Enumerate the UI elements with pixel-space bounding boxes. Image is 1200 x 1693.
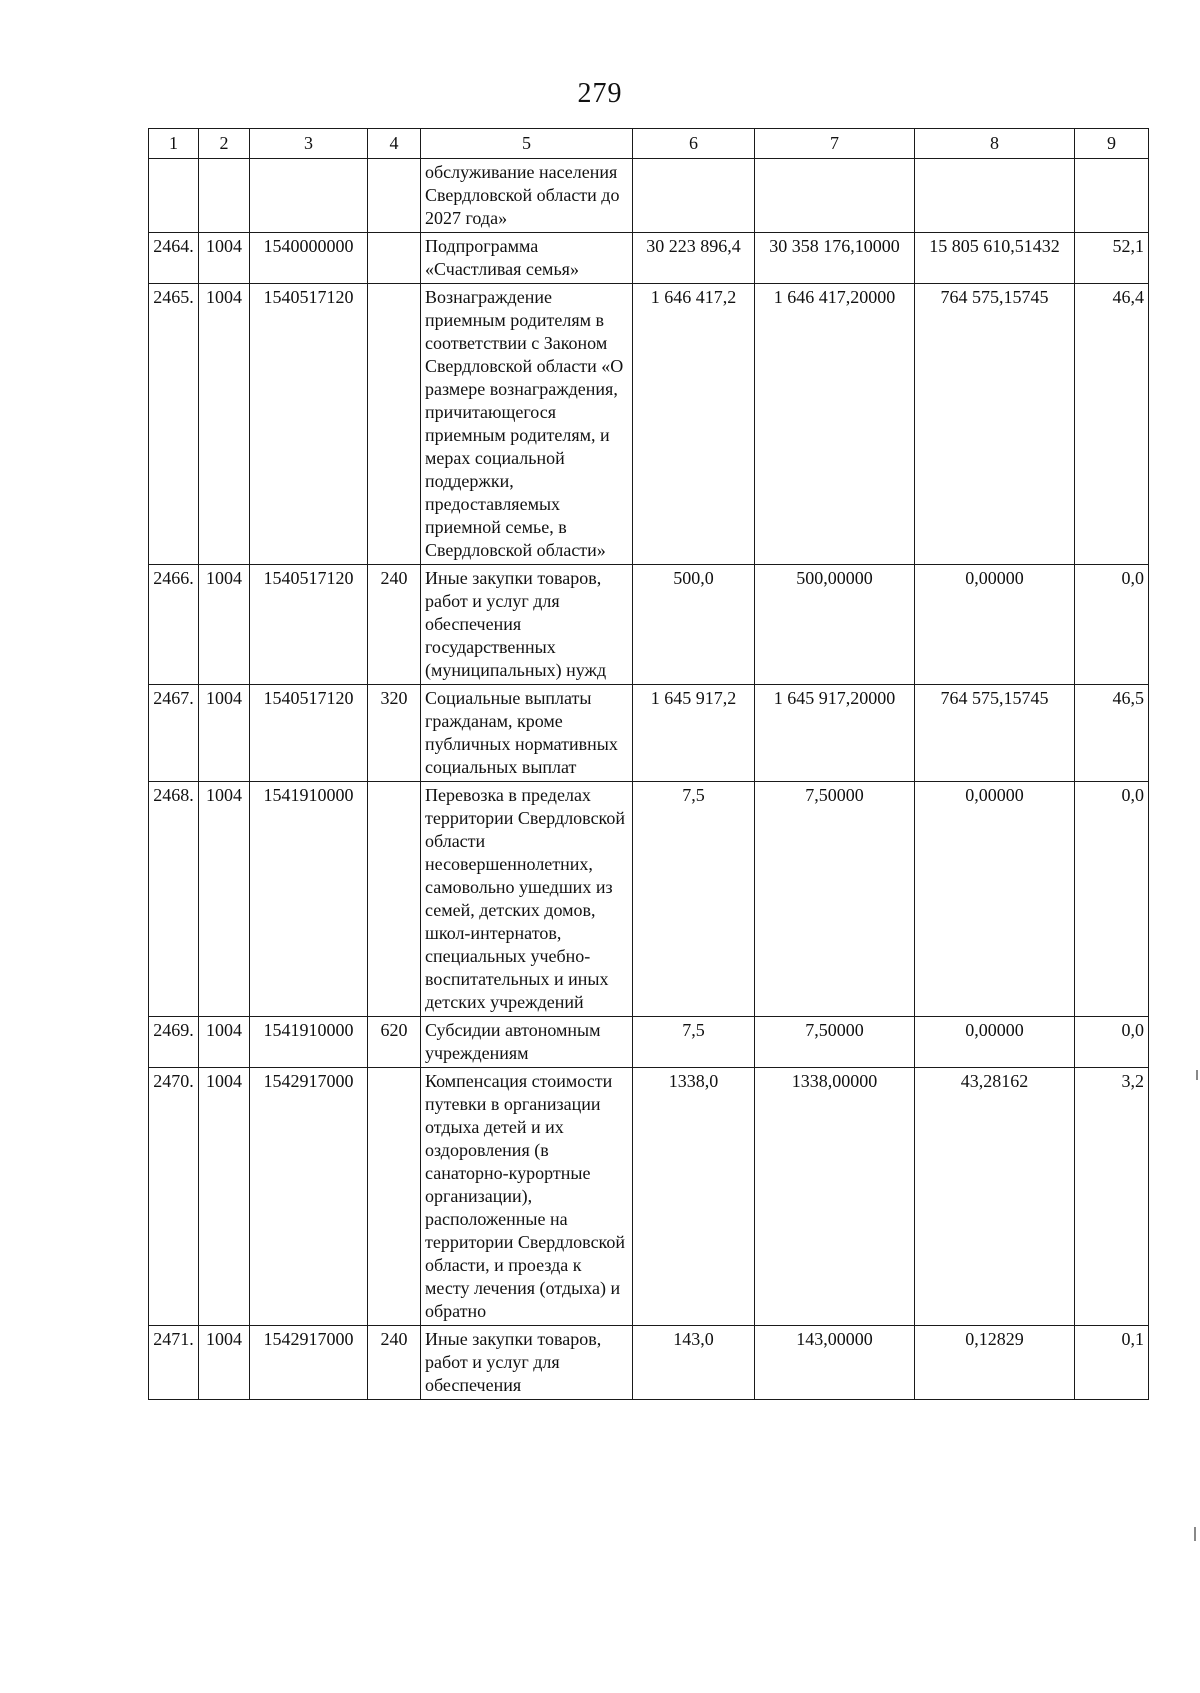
target-article-code-cell: 1541910000 [250, 1017, 368, 1068]
value-col6-cell: 7,5 [633, 1017, 755, 1068]
row-number-cell: 2471. [149, 1326, 199, 1400]
column-header-9: 9 [1075, 129, 1149, 159]
expense-type-code-cell [368, 284, 421, 565]
expense-type-code-cell: 240 [368, 565, 421, 685]
value-col6-cell: 1338,0 [633, 1068, 755, 1326]
percent-cell: 0,0 [1075, 782, 1149, 1017]
row-number-cell: 2468. [149, 782, 199, 1017]
page-number: 279 [577, 78, 623, 109]
target-article-code-cell: 1541910000 [250, 782, 368, 1017]
table-row [149, 1326, 1149, 1400]
column-header-1: 1 [149, 129, 199, 159]
section-code-cell: 1004 [199, 565, 250, 685]
section-code-cell: 1004 [199, 284, 250, 565]
expense-type-code-cell: 240 [368, 1326, 421, 1400]
item-name-cell: обслуживание населения Свердловской области до 2027 года» [421, 159, 633, 233]
table-row [149, 159, 1149, 233]
value-col7-cell: 1 645 917,20000 [755, 685, 915, 782]
header-row [149, 129, 1149, 159]
value-col8-cell: 764 575,15745 [915, 284, 1075, 565]
table-row [149, 565, 1149, 685]
percent-cell: 46,4 [1075, 284, 1149, 565]
value-col8-cell: 764 575,15745 [915, 685, 1075, 782]
target-article-code-cell: 1540517120 [250, 685, 368, 782]
percent-cell: 3,2 [1075, 1068, 1149, 1326]
expense-type-code-cell [368, 1068, 421, 1326]
table-row [149, 1017, 1149, 1068]
scan-mark [1194, 1527, 1196, 1541]
value-col6-cell: 143,0 [633, 1326, 755, 1400]
column-header-3: 3 [250, 129, 368, 159]
row-number-cell: 2467. [149, 685, 199, 782]
target-article-code-cell: 1542917000 [250, 1326, 368, 1400]
row-number-cell: 2464. [149, 233, 199, 284]
table-row [149, 233, 1149, 284]
item-name-cell: Субсидии автономным учреждениям [421, 1017, 633, 1068]
item-name-cell: Иные закупки товаров, работ и услуг для обеспечения государственных (муниципальных) нужд [421, 565, 633, 685]
value-col7-cell: 7,50000 [755, 782, 915, 1017]
section-code-cell: 1004 [199, 782, 250, 1017]
value-col8-cell [915, 159, 1075, 233]
expense-type-code-cell [368, 233, 421, 284]
value-col6-cell: 500,0 [633, 565, 755, 685]
value-col6-cell: 30 223 896,4 [633, 233, 755, 284]
item-name-cell: Вознаграждение приемным родителям в соответствии с Законом Свердловской области «О размере вознаграждения, причитающегося приемным родителям, и мерах социальной поддержки, предоставляемых приемной семье, в Свердловской области» [421, 284, 633, 565]
section-code-cell [199, 159, 250, 233]
value-col6-cell: 1 645 917,2 [633, 685, 755, 782]
item-name-cell: Подпрограмма «Счастливая семья» [421, 233, 633, 284]
percent-cell: 52,1 [1075, 233, 1149, 284]
value-col7-cell: 1338,00000 [755, 1068, 915, 1326]
section-code-cell: 1004 [199, 1326, 250, 1400]
expense-type-code-cell: 320 [368, 685, 421, 782]
section-code-cell: 1004 [199, 1068, 250, 1326]
value-col8-cell: 0,00000 [915, 782, 1075, 1017]
target-article-code-cell: 1540517120 [250, 565, 368, 685]
value-col7-cell: 143,00000 [755, 1326, 915, 1400]
value-col8-cell: 0,12829 [915, 1326, 1075, 1400]
column-header-6: 6 [633, 129, 755, 159]
percent-cell [1075, 159, 1149, 233]
value-col7-cell: 1 646 417,20000 [755, 284, 915, 565]
value-col8-cell: 15 805 610,51432 [915, 233, 1075, 284]
row-number-cell: 2465. [149, 284, 199, 565]
target-article-code-cell: 1540517120 [250, 284, 368, 565]
value-col6-cell: 1 646 417,2 [633, 284, 755, 565]
row-number-cell: 2469. [149, 1017, 199, 1068]
expense-type-code-cell [368, 159, 421, 233]
percent-cell: 0,0 [1075, 565, 1149, 685]
column-header-7: 7 [755, 129, 915, 159]
percent-cell: 46,5 [1075, 685, 1149, 782]
table-row [149, 685, 1149, 782]
section-code-cell: 1004 [199, 233, 250, 284]
expense-type-code-cell [368, 782, 421, 1017]
column-header-8: 8 [915, 129, 1075, 159]
column-header-2: 2 [199, 129, 250, 159]
expense-type-code-cell: 620 [368, 1017, 421, 1068]
row-number-cell: 2470. [149, 1068, 199, 1326]
value-col7-cell [755, 159, 915, 233]
row-number-cell: 2466. [149, 565, 199, 685]
table-body [149, 159, 1149, 1400]
value-col8-cell: 0,00000 [915, 565, 1075, 685]
percent-cell: 0,1 [1075, 1326, 1149, 1400]
table-row [149, 782, 1149, 1017]
value-col6-cell [633, 159, 755, 233]
value-col7-cell: 30 358 176,10000 [755, 233, 915, 284]
column-header-4: 4 [368, 129, 421, 159]
value-col7-cell: 500,00000 [755, 565, 915, 685]
target-article-code-cell [250, 159, 368, 233]
percent-cell: 0,0 [1075, 1017, 1149, 1068]
item-name-cell: Компенсация стоимости путевки в организации отдыха детей и их оздоровления (в санаторно-курортные организации), расположенные на территории Свердловской области, и проезда к месту лечения (отдыха) и обратно [421, 1068, 633, 1326]
table-row [149, 284, 1149, 565]
value-col6-cell: 7,5 [633, 782, 755, 1017]
column-header-5: 5 [421, 129, 633, 159]
section-code-cell: 1004 [199, 1017, 250, 1068]
value-col8-cell: 0,00000 [915, 1017, 1075, 1068]
target-article-code-cell: 1540000000 [250, 233, 368, 284]
value-col7-cell: 7,50000 [755, 1017, 915, 1068]
item-name-cell: Иные закупки товаров, работ и услуг для обеспечения [421, 1326, 633, 1400]
section-code-cell: 1004 [199, 685, 250, 782]
item-name-cell: Социальные выплаты гражданам, кроме публичных нормативных социальных выплат [421, 685, 633, 782]
row-number-cell [149, 159, 199, 233]
budget-table [148, 128, 1149, 1400]
item-name-cell: Перевозка в пределах территории Свердловской области несовершеннолетних, самовольно ушедших из семей, детских домов, школ-интернатов, специальных учебно-воспитательных и иных детских учреждений [421, 782, 633, 1017]
value-col8-cell: 43,28162 [915, 1068, 1075, 1326]
target-article-code-cell: 1542917000 [250, 1068, 368, 1326]
scan-mark [1196, 1070, 1198, 1080]
table-row [149, 1068, 1149, 1326]
